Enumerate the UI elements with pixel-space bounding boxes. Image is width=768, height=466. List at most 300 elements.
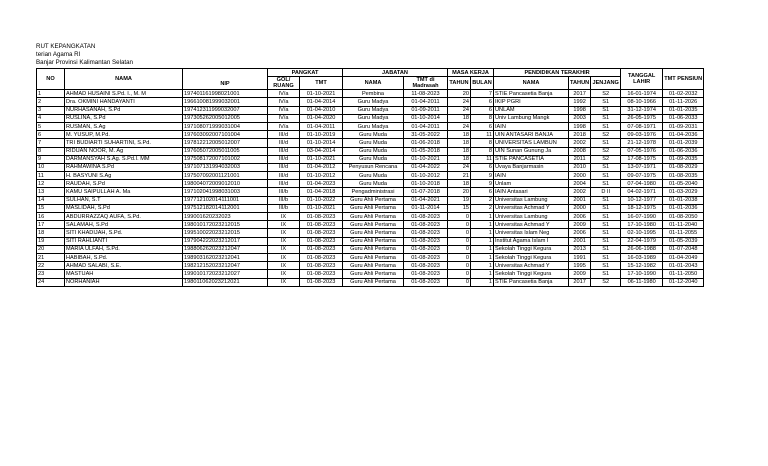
cell-nip: 198011062023212021 xyxy=(183,278,268,286)
cell-pend-nama: STIE PANCASETIA xyxy=(494,155,569,163)
table-row xyxy=(37,114,704,122)
cell-nama: SITI RAHLIANTI xyxy=(65,237,183,245)
cell-nip: 197512182014112001 xyxy=(183,204,268,212)
cell-pend-tahun: 2004 xyxy=(569,180,591,188)
cell-tmt-madrasah: 11-08-2023 xyxy=(404,90,448,98)
cell-tmt: 01-10-2021 xyxy=(300,204,343,212)
cell-tmt: 01-04-2014 xyxy=(300,98,343,106)
cell-tmt: 01-08-2023 xyxy=(300,262,343,270)
col-pangkat: PANGKAT xyxy=(268,69,343,77)
cell-tanggal-lahir: 16-07-1990 xyxy=(621,213,663,221)
cell-masa-bulan: 2 xyxy=(471,196,494,204)
col-tahun: TAHUN xyxy=(448,77,471,90)
cell-tmt-madrasah: 01-04-2011 xyxy=(404,98,448,106)
cell-pend-nama: IAIN xyxy=(494,172,569,180)
cell-tanggal-lahir: 09-07-1975 xyxy=(621,172,663,180)
cell-jabatan: Guru Ahli Pertama xyxy=(343,253,404,261)
cell-masa-bulan: 6 xyxy=(471,188,494,196)
cell-no: 10 xyxy=(37,163,65,171)
cell-nama: H. BASYUNI S.Ag xyxy=(65,172,183,180)
cell-masa-bulan: 6 xyxy=(471,98,494,106)
cell-pend-tahun: 2009 xyxy=(569,270,591,278)
cell-tmt-pensiun: 01-11-2055 xyxy=(663,229,704,237)
cell-nama: NORHANIAH xyxy=(65,278,183,286)
cell-nip: 199001620232023 xyxy=(183,213,268,221)
cell-nama: RIDUAN NOOR, M. Ag xyxy=(65,147,183,155)
cell-tmt: 01-04-2011 xyxy=(300,122,343,130)
cell-pend-tahun: 2017 xyxy=(569,90,591,98)
cell-masa-bulan: 1 xyxy=(471,245,494,253)
col-bulan: BULAN xyxy=(471,77,494,90)
cell-tmt: 01-04-2023 xyxy=(300,180,343,188)
cell-jenjang: S1 xyxy=(591,221,621,229)
cell-nip: 197507092001121001 xyxy=(183,172,268,180)
col-tanggal-lahir: TANGGAL LAHIR xyxy=(621,69,663,90)
cell-pend-tahun: 2017 xyxy=(569,278,591,286)
cell-gol-ruang: IV/a xyxy=(268,106,300,114)
cell-jabatan: Guru Madya xyxy=(343,122,404,130)
cell-masa-bulan: 8 xyxy=(471,147,494,155)
cell-pend-nama: IKIP PGRI xyxy=(494,98,569,106)
cell-tanggal-lahir: 06-11-1980 xyxy=(621,278,663,286)
cell-masa-bulan: 6 xyxy=(471,122,494,130)
cell-tanggal-lahir: 26-05-1975 xyxy=(621,114,663,122)
cell-jenjang: S1 xyxy=(591,213,621,221)
table-row xyxy=(37,229,704,237)
cell-no: 3 xyxy=(37,106,65,114)
cell-pend-tahun: 2013 xyxy=(569,245,591,253)
cell-nip: 197107131994032003 xyxy=(183,163,268,171)
cell-tmt-madrasah: 01-11-2014 xyxy=(404,204,448,212)
cell-gol-ruang: IX xyxy=(268,278,300,286)
cell-jabatan: Guru Madya xyxy=(343,114,404,122)
cell-jabatan: Guru Ahli Pertama xyxy=(343,262,404,270)
cell-gol-ruang: III/b xyxy=(268,196,300,204)
cell-nip: 197812212005012007 xyxy=(183,139,268,147)
cell-masa-tahun: 24 xyxy=(448,163,471,171)
cell-nip: 197102041998031003 xyxy=(183,188,268,196)
cell-masa-tahun: 0 xyxy=(448,270,471,278)
cell-no: 9 xyxy=(37,155,65,163)
cell-jenjang: S1 xyxy=(591,204,621,212)
col-masa-kerja: MASA KERJA xyxy=(448,69,494,77)
cell-tanggal-lahir: 21-12-1978 xyxy=(621,139,663,147)
cell-masa-bulan: 8 xyxy=(471,114,494,122)
table-row xyxy=(37,131,704,139)
cell-masa-tahun: 0 xyxy=(448,229,471,237)
cell-pend-nama: STIE Pancasetia Banja xyxy=(494,278,569,286)
cell-pend-tahun: 2001 xyxy=(569,196,591,204)
cell-gol-ruang: III/b xyxy=(268,188,300,196)
table-row xyxy=(37,106,704,114)
cell-masa-tahun: 20 xyxy=(448,188,471,196)
cell-gol-ruang: IX xyxy=(268,270,300,278)
cell-nama: KAMU SAIPULLAH A. Ma xyxy=(65,188,183,196)
cell-tmt-madrasah: 01-08-2023 xyxy=(404,237,448,245)
cell-nama: MASLIDAH, S.Pd xyxy=(65,204,183,212)
cell-tmt-pensiun: 01-01-2035 xyxy=(663,106,704,114)
cell-jenjang: S1 xyxy=(591,196,621,204)
table-row xyxy=(37,204,704,212)
cell-tmt: 01-08-2023 xyxy=(300,213,343,221)
cell-no: 12 xyxy=(37,180,65,188)
cell-nama: AHMAD HUSAINI S.Pd. I., M. M xyxy=(65,90,183,98)
cell-no: 18 xyxy=(37,229,65,237)
cell-nip: 197605072005011005 xyxy=(183,147,268,155)
cell-masa-tahun: 20 xyxy=(448,90,471,98)
cell-nama: ABDURRAZZAQ AUFA, S.Pd. xyxy=(65,213,183,221)
cell-masa-bulan: 1 xyxy=(471,213,494,221)
cell-tmt: 01-08-2023 xyxy=(300,253,343,261)
cell-pend-tahun: 2010 xyxy=(569,163,591,171)
table-row xyxy=(37,98,704,106)
cell-tmt-pensiun: 01-11-2040 xyxy=(663,221,704,229)
cell-gol-ruang: IX xyxy=(268,262,300,270)
cell-nip: 198010172023212015 xyxy=(183,221,268,229)
cell-tanggal-lahir: 07-04-1980 xyxy=(621,180,663,188)
cell-gol-ruang: III/d xyxy=(268,155,300,163)
cell-jenjang: S2 xyxy=(591,131,621,139)
cell-pend-nama: Universitas Lambung xyxy=(494,196,569,204)
cell-pend-nama: Sekolah Tinggi Kegura xyxy=(494,253,569,261)
cell-tmt-pensiun: 01-01-2039 xyxy=(663,139,704,147)
cell-masa-bulan: 1 xyxy=(471,278,494,286)
cell-no: 4 xyxy=(37,114,65,122)
cell-nama: AHMAD SALABI, S.E. xyxy=(65,262,183,270)
cell-masa-tahun: 0 xyxy=(448,278,471,286)
cell-tmt-pensiun: 01-08-2029 xyxy=(663,163,704,171)
cell-pend-tahun: 1991 xyxy=(569,253,591,261)
cell-tmt-madrasah: 01-10-2014 xyxy=(404,114,448,122)
cell-pend-tahun: 2008 xyxy=(569,147,591,155)
cell-pend-nama: IAIN xyxy=(494,122,569,130)
cell-no: 13 xyxy=(37,188,65,196)
cell-jenjang: S1 xyxy=(591,114,621,122)
cell-nama: MARIA ULFAH, S.Pd. xyxy=(65,245,183,253)
cell-gol-ruang: IV/a xyxy=(268,98,300,106)
cell-tmt: 01-04-2020 xyxy=(300,114,343,122)
cell-jenjang: S1 xyxy=(591,229,621,237)
cell-tmt: 01-04-2018 xyxy=(300,188,343,196)
cell-masa-bulan: 11 xyxy=(471,131,494,139)
table-row xyxy=(37,262,704,270)
cell-tanggal-lahir: 26-06-1988 xyxy=(621,245,663,253)
cell-masa-bulan: 11 xyxy=(471,155,494,163)
cell-tmt-pensiun: 01-03-2029 xyxy=(663,188,704,196)
cell-nip: 197305262005012005 xyxy=(183,114,268,122)
cell-nama: RAUDAH, S.Pd xyxy=(65,180,183,188)
cell-tanggal-lahir: 18-12-1975 xyxy=(621,204,663,212)
cell-no: 7 xyxy=(37,139,65,147)
cell-jenjang: S1 xyxy=(591,270,621,278)
cell-tmt-pensiun: 01-05-2040 xyxy=(663,180,704,188)
cell-jenjang: S2 xyxy=(591,278,621,286)
cell-jenjang: S1 xyxy=(591,106,621,114)
cell-tanggal-lahir: 08-10-1966 xyxy=(621,98,663,106)
cell-jenjang: D II xyxy=(591,188,621,196)
cell-tanggal-lahir: 10-12-1977 xyxy=(621,196,663,204)
cell-pend-nama: Universitas Achmad Y xyxy=(494,262,569,270)
cell-jabatan: Guru Ahli Pertama xyxy=(343,278,404,286)
table-row xyxy=(37,196,704,204)
cell-masa-tahun: 18 xyxy=(448,147,471,155)
cell-tanggal-lahir: 16-01-1974 xyxy=(621,90,663,98)
cell-jabatan: Guru Ahli Pertama xyxy=(343,270,404,278)
cell-tmt: 01-08-2023 xyxy=(300,278,343,286)
cell-tanggal-lahir: 16-03-1989 xyxy=(621,253,663,261)
cell-tmt-pensiun: 01-09-2035 xyxy=(663,155,704,163)
cell-jenjang: S1 xyxy=(591,163,621,171)
cell-pend-tahun: 2011 xyxy=(569,155,591,163)
cell-masa-bulan: 8 xyxy=(471,139,494,147)
cell-gol-ruang: IV/a xyxy=(268,90,300,98)
cell-tmt-pensiun: 01-12-2040 xyxy=(663,278,704,286)
cell-tmt-madrasah: 01-04-2021 xyxy=(404,196,448,204)
cell-tanggal-lahir: 31-12-1974 xyxy=(621,106,663,114)
cell-masa-tahun: 21 xyxy=(448,172,471,180)
cell-jabatan: Guru Muda xyxy=(343,147,404,155)
cell-pend-tahun: 2000 xyxy=(569,172,591,180)
cell-masa-bulan: 1 xyxy=(471,221,494,229)
cell-nip: 199510022023212015 xyxy=(183,229,268,237)
table-row xyxy=(37,237,704,245)
cell-pend-nama: STIE Pancasetia Banja xyxy=(494,90,569,98)
cell-no: 16 xyxy=(37,213,65,221)
cell-tmt: 01-08-2023 xyxy=(300,270,343,278)
cell-jenjang: S1 xyxy=(591,237,621,245)
cell-masa-tahun: 19 xyxy=(448,196,471,204)
cell-pend-tahun: 2002 xyxy=(569,139,591,147)
cell-jenjang: S1 xyxy=(591,262,621,270)
cell-pend-tahun: 1998 xyxy=(569,122,591,130)
cell-tmt-madrasah: 01-04-2022 xyxy=(404,163,448,171)
cell-gol-ruang: III/d xyxy=(268,139,300,147)
cell-masa-tahun: 24 xyxy=(448,98,471,106)
cell-tanggal-lahir: 04-02-1971 xyxy=(621,188,663,196)
cell-jabatan: Guru Ahli Pertama xyxy=(343,221,404,229)
cell-nip: 198212152023212047 xyxy=(183,262,268,270)
cell-no: 11 xyxy=(37,172,65,180)
cell-nip: 198903162023212041 xyxy=(183,253,268,261)
cell-pend-tahun: 2018 xyxy=(569,131,591,139)
cell-tmt-pensiun: 01-02-2032 xyxy=(663,90,704,98)
cell-tmt: 01-10-2014 xyxy=(300,139,343,147)
cell-jenjang: S1 xyxy=(591,180,621,188)
cell-tanggal-lahir: 09-03-1976 xyxy=(621,131,663,139)
cell-masa-tahun: 18 xyxy=(448,114,471,122)
cell-nip: 197401161998021001 xyxy=(183,90,268,98)
cell-masa-tahun: 18 xyxy=(448,131,471,139)
cell-masa-tahun: 0 xyxy=(448,213,471,221)
cell-tmt-madrasah: 01-08-2023 xyxy=(404,213,448,221)
cell-nama: M. YUSUP, M.Pd. xyxy=(65,131,183,139)
cell-tmt-madrasah: 01-05-2018 xyxy=(404,147,448,155)
cell-pend-tahun: 2002 xyxy=(569,188,591,196)
cell-pend-nama: Sekolah Tinggi Kegura xyxy=(494,245,569,253)
cell-nama: Dra. OKMINI HANDAYANTI xyxy=(65,98,183,106)
header-line-1: RUT KEPANGKATAN xyxy=(36,43,96,50)
cell-tmt: 01-10-2022 xyxy=(300,196,343,204)
cell-tanggal-lahir: 17-10-1980 xyxy=(621,221,663,229)
table-row xyxy=(37,213,704,221)
cell-tanggal-lahir: 07-08-1971 xyxy=(621,122,663,130)
cell-pend-nama: Univ Lambung Mangk xyxy=(494,114,569,122)
cell-masa-bulan: 1 xyxy=(471,237,494,245)
cell-masa-bulan: 6 xyxy=(471,163,494,171)
cell-no: 23 xyxy=(37,270,65,278)
cell-pend-nama: UIN ANTASARI BANJA xyxy=(494,131,569,139)
cell-jenjang: S1 xyxy=(591,122,621,130)
cell-tmt-madrasah: 31-05-2022 xyxy=(404,131,448,139)
table-row xyxy=(37,245,704,253)
cell-tmt-pensiun: 01-07-2048 xyxy=(663,245,704,253)
cell-pend-nama: Unlam xyxy=(494,180,569,188)
cell-nama: HABIBAH, S.Pd. xyxy=(65,253,183,261)
cell-nama: MASTUAH xyxy=(65,270,183,278)
cell-pend-nama: Uvaya Banjarmasin xyxy=(494,163,569,171)
cell-jabatan: Guru Ahli Pertama xyxy=(343,213,404,221)
cell-masa-bulan: 1 xyxy=(471,253,494,261)
cell-gol-ruang: III/d xyxy=(268,147,300,155)
cell-masa-bulan: 2 xyxy=(471,204,494,212)
cell-jabatan: Guru Ahli Pertama xyxy=(343,237,404,245)
cell-pend-tahun: 1998 xyxy=(569,106,591,114)
cell-masa-tahun: 15 xyxy=(448,204,471,212)
cell-tmt-madrasah: 01-08-2023 xyxy=(404,270,448,278)
cell-tmt-madrasah: 01-08-2023 xyxy=(404,278,448,286)
cell-tmt-madrasah: 01-04-2011 xyxy=(404,122,448,130)
cell-nama: RAHMAWINA S.Pd xyxy=(65,163,183,171)
cell-nama: SITI KHADIJAH, S.Pd. xyxy=(65,229,183,237)
cell-pend-nama: UIN Sunan Gunung Ja xyxy=(494,147,569,155)
cell-tmt-madrasah: 01-09-2011 xyxy=(404,106,448,114)
cell-tanggal-lahir: 22-04-1979 xyxy=(621,237,663,245)
cell-nip: 197603092007101004 xyxy=(183,131,268,139)
cell-no: 5 xyxy=(37,122,65,130)
cell-no: 19 xyxy=(37,237,65,245)
cell-gol-ruang: III/d xyxy=(268,172,300,180)
cell-tmt-madrasah: 01-08-2023 xyxy=(404,245,448,253)
personnel-table xyxy=(36,68,704,287)
cell-tmt-madrasah: 01-10-2018 xyxy=(404,180,448,188)
cell-tmt: 01-10-2021 xyxy=(300,90,343,98)
cell-gol-ruang: III/d xyxy=(268,131,300,139)
cell-jabatan: Guru Muda xyxy=(343,180,404,188)
cell-tmt-pensiun: 01-04-2049 xyxy=(663,253,704,261)
cell-pend-tahun: 1992 xyxy=(569,98,591,106)
cell-masa-tahun: 24 xyxy=(448,122,471,130)
cell-tmt-madrasah: 01-08-2023 xyxy=(404,229,448,237)
cell-tmt-madrasah: 01-08-2023 xyxy=(404,221,448,229)
cell-jabatan: Pengadministrasi xyxy=(343,188,404,196)
cell-pend-nama: Universitas Achmad Y xyxy=(494,204,569,212)
cell-masa-tahun: 0 xyxy=(448,237,471,245)
cell-gol-ruang: IV/a xyxy=(268,122,300,130)
cell-pend-tahun: 2001 xyxy=(569,237,591,245)
cell-masa-tahun: 0 xyxy=(448,245,471,253)
cell-jabatan: Guru Ahli Pertama xyxy=(343,204,404,212)
cell-jenjang: S1 xyxy=(591,98,621,106)
cell-tmt: 01-04-2012 xyxy=(300,163,343,171)
cell-gol-ruang: IX xyxy=(268,237,300,245)
table-row xyxy=(37,122,704,130)
cell-pend-nama: Sekolah Tinggi Kegura xyxy=(494,270,569,278)
cell-tmt: 01-08-2023 xyxy=(300,237,343,245)
cell-jabatan: Penyusun Rencana xyxy=(343,163,404,171)
cell-tmt-pensiun: 01-11-2050 xyxy=(663,270,704,278)
cell-masa-bulan: 9 xyxy=(471,172,494,180)
cell-masa-tahun: 18 xyxy=(448,155,471,163)
cell-nip: 199010172023212027 xyxy=(183,270,268,278)
cell-masa-bulan: 7 xyxy=(471,90,494,98)
cell-tmt: 01-10-2019 xyxy=(300,131,343,139)
cell-pend-tahun: 1995 xyxy=(569,262,591,270)
cell-no: 17 xyxy=(37,221,65,229)
cell-tmt: 01-10-2012 xyxy=(300,172,343,180)
cell-nip: 196610081999032001 xyxy=(183,98,268,106)
cell-tanggal-lahir: 17-10-1990 xyxy=(621,270,663,278)
table-row xyxy=(37,163,704,171)
col-jabatan: JABATAN xyxy=(343,69,448,77)
cell-tanggal-lahir: 15-12-1982 xyxy=(621,262,663,270)
cell-tmt-pensiun: 01-08-2035 xyxy=(663,172,704,180)
cell-pend-tahun: 2003 xyxy=(569,114,591,122)
cell-gol-ruang: IX xyxy=(268,221,300,229)
cell-tmt: 01-04-2010 xyxy=(300,106,343,114)
table-row xyxy=(37,90,704,98)
cell-tmt-pensiun: 01-01-2036 xyxy=(663,204,704,212)
cell-no: 6 xyxy=(37,131,65,139)
col-no: NO xyxy=(37,69,65,90)
col-pendidikan: PENDIDIKAN TERAKHIR xyxy=(494,69,621,77)
col-tmt-madrasah: TMT di Madrasah xyxy=(404,77,448,90)
cell-tmt-pensiun: 01-11-2026 xyxy=(663,98,704,106)
cell-masa-tahun: 0 xyxy=(448,262,471,270)
cell-tmt-madrasah: 01-08-2023 xyxy=(404,262,448,270)
cell-nip: 197412311999032007 xyxy=(183,106,268,114)
cell-pend-tahun: 2006 xyxy=(569,229,591,237)
cell-tanggal-lahir: 17-08-1975 xyxy=(621,155,663,163)
cell-gol-ruang: IX xyxy=(268,229,300,237)
cell-nama: SALAMAH, S.Pd xyxy=(65,221,183,229)
cell-gol-ruang: III/b xyxy=(268,204,300,212)
table-row xyxy=(37,278,704,286)
cell-jabatan: Guru Ahli Pertama xyxy=(343,196,404,204)
table-row xyxy=(37,270,704,278)
cell-gol-ruang: IX xyxy=(268,253,300,261)
cell-jenjang: S1 xyxy=(591,139,621,147)
col-jabatan-nama: NAMA xyxy=(343,77,404,90)
cell-tanggal-lahir: 02-10-1995 xyxy=(621,229,663,237)
cell-nama: DARMANSYAH S.Ag. S.Pd.I. MM xyxy=(65,155,183,163)
cell-tmt-madrasah: 01-06-2018 xyxy=(404,139,448,147)
cell-nama: RUSMAN, S.Ag xyxy=(65,122,183,130)
table-row xyxy=(37,147,704,155)
cell-no: 1 xyxy=(37,90,65,98)
cell-nip: 198806262023212047 xyxy=(183,245,268,253)
cell-jenjang: S2 xyxy=(591,90,621,98)
cell-gol-ruang: IX xyxy=(268,245,300,253)
cell-tmt-pensiun: 01-01-2043 xyxy=(663,262,704,270)
cell-tmt: 03-04-2014 xyxy=(300,147,343,155)
cell-pend-nama: IAIN Antasari xyxy=(494,188,569,196)
cell-nip: 197712102014111001 xyxy=(183,196,268,204)
cell-tmt-pensiun: 01-08-2050 xyxy=(663,213,704,221)
table-row xyxy=(37,139,704,147)
cell-pend-nama: UNLAM xyxy=(494,106,569,114)
col-pend-tahun: TAHUN xyxy=(569,77,591,90)
cell-jabatan: Guru Muda xyxy=(343,172,404,180)
